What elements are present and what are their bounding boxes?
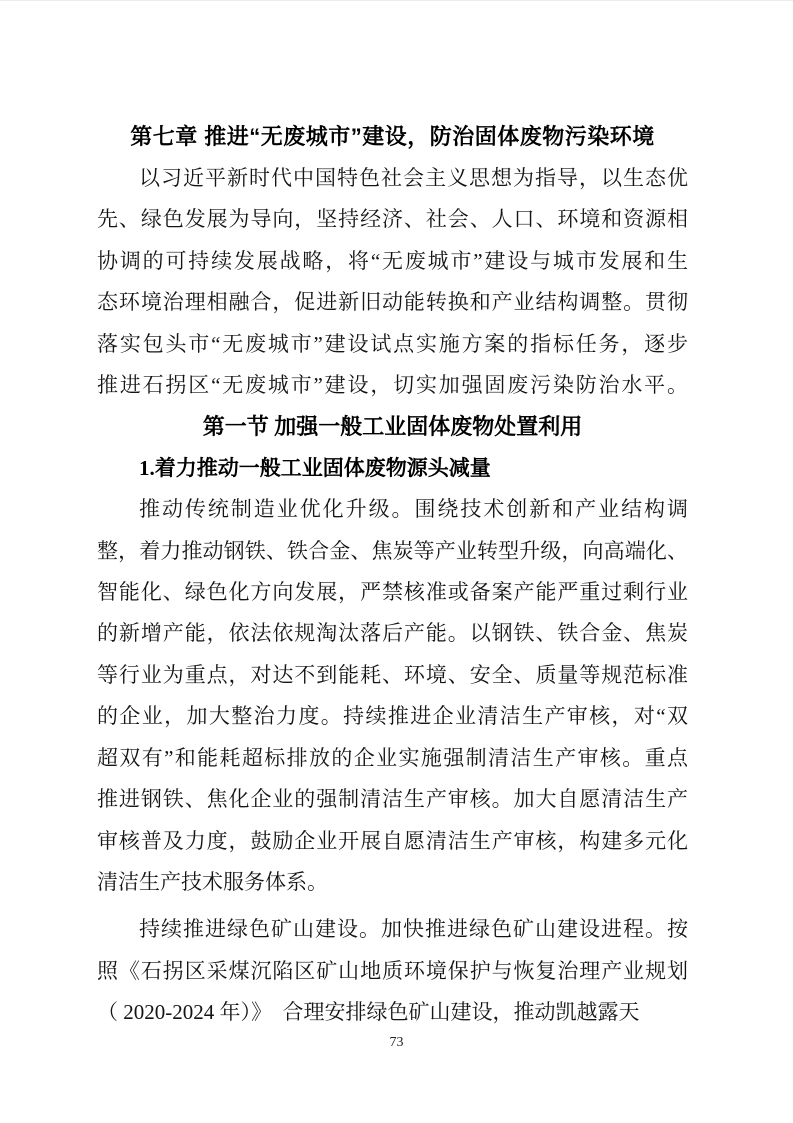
paragraph-line: 的新增产能，依法依规淘汰落后产能。以钢铁、铁合金、焦炭 — [97, 621, 688, 646]
paragraph-3 — [97, 909, 688, 1033]
paragraph-line: 先、绿色发展为导向，坚持经济、社会、人口、环境和资源相 — [97, 207, 688, 232]
paragraph-line: 超双有”和能耗超标排放的企业实施强制清洁生产审核。重点 — [97, 745, 688, 770]
paragraph-line: 推进石拐区“无废城市”建设，切实加强固废污染防治水平。 — [97, 373, 688, 398]
page-number: 73 — [389, 1035, 404, 1050]
paragraph-line: 审核普及力度，鼓励企业开展自愿清洁生产审核，构建多元化 — [97, 828, 688, 853]
paragraph-line: 智能化、绿色化方向发展，严禁核准或备案产能严重过剩行业 — [97, 580, 688, 605]
subsection-heading: 1.着力推动一般工业固体废物源头减量 — [139, 455, 491, 480]
paragraph-line: （ 2020-2024 年）》 合理安排绿色矿山建设，推动凯越露天 — [97, 1000, 640, 1025]
content-area — [97, 116, 688, 1034]
section-heading: 第一节 加强一般工业固体废物处置利用 — [202, 414, 583, 440]
paragraph-line: 推动传统制造业优化升级。围绕技术创新和产业结构调 — [139, 497, 688, 522]
paragraph-line: 推进钢铁、焦化企业的强制清洁生产审核。加大自愿清洁生产 — [97, 787, 688, 812]
paragraph-line: 整，着力推动钢铁、铁合金、焦炭等产业转型升级，向高端化、 — [97, 538, 688, 563]
paragraph-1 — [97, 158, 688, 406]
paragraph-line: 的企业，加大整治力度。持续推进企业清洁生产审核，对“双 — [97, 704, 688, 729]
paragraph-line: 等行业为重点，对达不到能耗、环境、安全、质量等规范标准 — [97, 662, 688, 687]
paragraph-line: 协调的可持续发展战略，将“无废城市”建设与城市发展和生 — [97, 248, 688, 273]
paragraph-line: 持续推进绿色矿山建设。加快推进绿色矿山建设进程。按 — [139, 917, 688, 942]
paragraph-line: 以习近平新时代中国特色社会主义思想为指导，以生态优 — [139, 166, 688, 190]
paragraph-line: 态环境治理相融合，促进新旧动能转换和产业结构调整。贯彻 — [97, 290, 688, 315]
chapter-title: 第七章 推进“无废城市”建设，防治固体废物污染环境 — [130, 124, 655, 149]
paragraph-line: 落实包头市“无废城市”建设试点实施方案的指标任务，逐步 — [97, 331, 688, 356]
paragraph-line: 照《石拐区采煤沉陷区矿山地质环境保护与恢复治理产业规划 — [97, 958, 688, 983]
paragraph-2 — [97, 489, 688, 903]
paragraph-line: 清洁生产技术服务体系。 — [97, 869, 328, 894]
